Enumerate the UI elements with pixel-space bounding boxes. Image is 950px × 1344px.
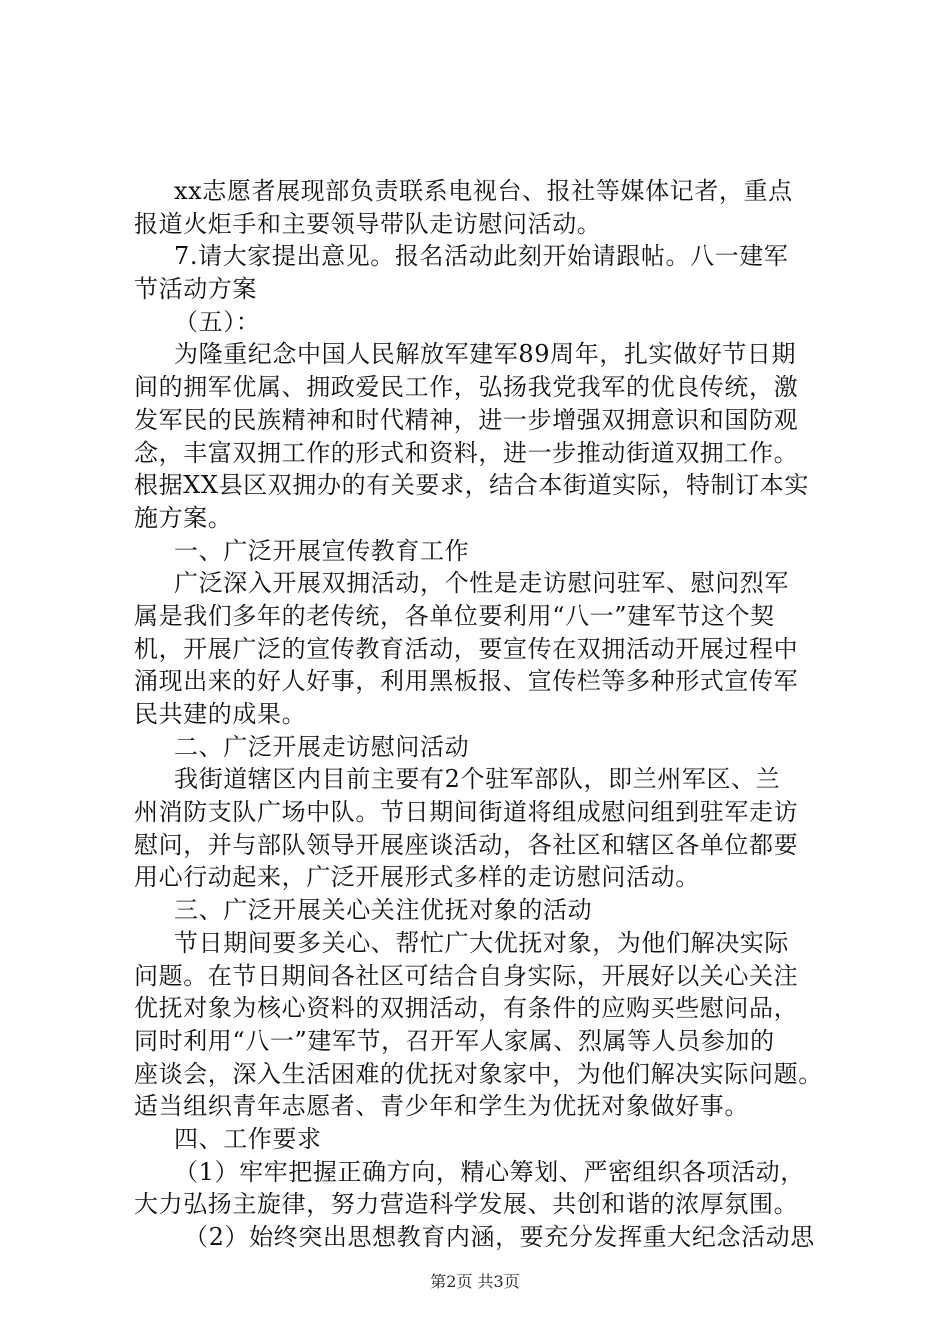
paragraph-line: 优抚对象为核心资料的双拥活动，有条件的应购买些慰问品， bbox=[134, 994, 799, 1023]
page-footer: 第2页 共3页 bbox=[430, 1272, 520, 1291]
paragraph-line: 广泛深入开展双拥活动，个性是走访慰问驻军、慰问烈军 bbox=[174, 569, 789, 598]
paragraph-line: 节活动方案 bbox=[134, 275, 257, 304]
paragraph-line: 问题。在节日期间各社区可结合自身实际，开展好以关心关注 bbox=[134, 961, 799, 990]
paragraph-line: 慰问，并与部队领导开展座谈活动，各社区和辖区各单位都要 bbox=[134, 830, 799, 859]
paragraph-line: 报道火炬手和主要领导带队走访慰问活动。 bbox=[134, 209, 602, 238]
section-heading: 三、广泛开展关心关注优抚对象的活动 bbox=[174, 896, 593, 925]
paragraph-line: 发军民的民族精神和时代精神，进一步增强双拥意识和国防观 bbox=[134, 405, 799, 434]
paragraph-line: （2）始终突出思想教育内涵，要充分发挥重大纪念活动思 bbox=[184, 1223, 815, 1251]
paragraph-line: 7.请大家提出意见。报名活动此刻开始请跟帖。八一建军 bbox=[174, 242, 789, 271]
paragraph-line: 同时利用“八一”建军节，召开军人家属、烈属等人员参加的 bbox=[134, 1026, 775, 1055]
document-body bbox=[134, 175, 844, 1254]
paragraph-line: 念，丰富双拥工作的形式和资料，进一步推动街道双拥工作。 bbox=[134, 438, 799, 467]
paragraph-line: 用心行动起来，广泛开展形式多样的走访慰问活动。 bbox=[134, 863, 700, 892]
paragraph-line: 适当组织青年志愿者、青少年和学生为优抚对象做好事。 bbox=[134, 1092, 749, 1121]
paragraph-line: 涌现出来的好人好事，利用黑板报、宣传栏等多种形式宣传军 bbox=[134, 667, 799, 696]
section-heading: （五）： bbox=[174, 307, 261, 336]
paragraph-line: 机，开展广泛的宣传教育活动，要宣传在双拥活动开展过程中 bbox=[134, 634, 799, 663]
section-heading: 一、广泛开展宣传教育工作 bbox=[174, 536, 470, 565]
section-heading: 四、工作要求 bbox=[174, 1124, 322, 1153]
paragraph-line: 大力弘扬主旋律，努力营造科学发展、共创和谐的浓厚氛围。 bbox=[134, 1190, 799, 1219]
paragraph-line: 根据XX县区双拥办的有关要求，结合本街道实际，特制订本实 bbox=[134, 471, 809, 500]
paragraph-line: 为隆重纪念中国人民解放军建军89周年，扎实做好节日期 bbox=[174, 340, 797, 369]
paragraph-line: xx志愿者展现部负责联系电视台、报社等媒体记者，重点 bbox=[174, 177, 793, 205]
paragraph-line: 属是我们多年的老传统，各单位要利用“八一”建军节这个契 bbox=[134, 601, 775, 630]
paragraph-line: （1）牢牢把握正确方向，精心筹划、严密组织各项活动， bbox=[174, 1157, 805, 1186]
paragraph-line: 间的拥军优属、拥政爱民工作，弘扬我党我军的优良传统，激 bbox=[134, 373, 799, 402]
paragraph-line: 民共建的成果。 bbox=[134, 700, 307, 728]
paragraph-line: 施方案。 bbox=[134, 503, 233, 532]
section-heading: 二、广泛开展走访慰问活动 bbox=[174, 732, 470, 761]
paragraph-line: 节日期间要多关心、帮忙广大优抚对象，为他们解决实际 bbox=[174, 928, 789, 957]
paragraph-line: 我街道辖区内目前主要有2个驻军部队，即兰州军区、兰 bbox=[174, 765, 781, 794]
paragraph-line: 州消防支队广场中队。节日期间街道将组成慰问组到驻军走访 bbox=[134, 798, 799, 827]
paragraph-line: 座谈会，深入生活困难的优抚对象家中，为他们解决实际问题。 bbox=[134, 1059, 823, 1088]
